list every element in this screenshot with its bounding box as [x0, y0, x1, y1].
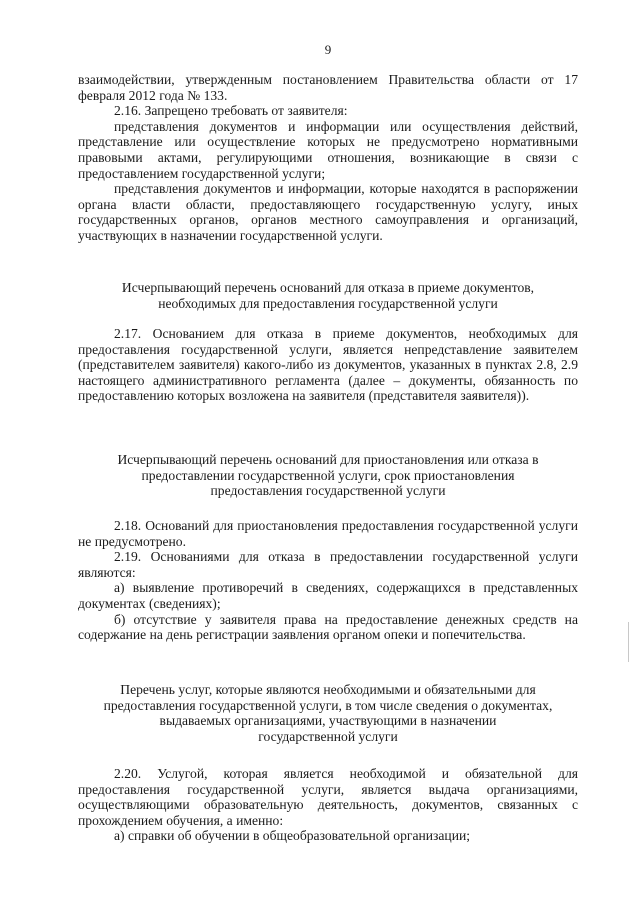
heading-line: Исчерпывающий перечень оснований для отказа в приеме документов, — [121, 280, 535, 295]
section-heading-required-services — [78, 682, 578, 744]
paragraph-block-2-18-2-19 — [78, 518, 578, 643]
paragraph-requirement-2: представления документов и информации, которые находятся в распоряжении органа власти области, предоставляющего государственную услугу, иных государственных органов, органов местного самоуправления и организаций, участвующих в назначении государственной услуги. — [78, 181, 578, 243]
paragraph-block-2-20 — [78, 766, 578, 844]
paragraph-block-2-16 — [78, 72, 578, 244]
heading-line: предоставления государственной услуги, в том числе сведения о документах, — [103, 697, 553, 713]
heading-line: выдаваемых организациями, участвующими в назначении — [159, 713, 497, 729]
paragraph-2-18: 2.18. Оснований для приостановления предоставления государственной услуги не предусмотрено. — [78, 518, 578, 549]
section-heading-refusal-documents — [78, 280, 578, 311]
page-number: 9 — [324, 42, 332, 57]
heading-line: необходимых для предоставления государственной услуги — [158, 295, 498, 311]
heading-line: Перечень услуг, которые являются необходимыми и обязательными для — [120, 682, 536, 697]
paragraph-block-2-17 — [78, 326, 578, 404]
paragraph-continuation: взаимодействии, утвержденным постановлением Правительства области от 17 февраля 2012 года № 133. — [78, 72, 578, 103]
heading-line: Исчерпывающий перечень оснований для приостановления или отказа в — [117, 452, 539, 467]
paragraph-2-19: 2.19. Основаниями для отказа в предоставлении государственной услуги являются: — [78, 549, 578, 580]
paragraph-2-20: 2.20. Услугой, которая является необходимой и обязательной для предоставления государственной услуги, является выдача организациями, осуществляющими образовательную деятельность, документов, связанных с прохождением обучения, а именно: — [78, 766, 578, 828]
paragraph-2-17: 2.17. Основанием для отказа в приеме документов, необходимых для предоставления государственной услуги, является непредставление заявителем (представителем заявителя) какого-либо из документов, указанных в пунктах 2.8, 2.9 настоящего административного регламента (далее – документы, обязанность по предоставлению которых возложена на заявителя (представителя заявителя)). — [78, 326, 578, 404]
heading-line: предоставления государственной услуги — [210, 483, 446, 499]
section-heading-suspension — [78, 452, 578, 499]
list-item-a: а) выявление противоречий в сведениях, содержащихся в представленных документах (сведениях); — [78, 580, 578, 611]
paragraph-2-16: 2.16. Запрещено требовать от заявителя: — [114, 103, 348, 119]
heading-line: предоставлении государственной услуги, срок приостановления — [141, 467, 515, 483]
margin-scan-mark — [628, 622, 629, 662]
heading-line: государственной услуги — [258, 728, 398, 744]
paragraph-requirement-1: представления документов и информации или осуществления действий, представление или осуществление которых не предусмотрено нормативными правовыми актами, регулирующими отношения, возникающие в связи с предоставлением государственной услуги; — [78, 118, 578, 181]
list-item-b: б) отсутствие у заявителя права на предоставление денежных средств на содержание на день регистрации заявления органом опеки и попечительства. — [78, 611, 578, 643]
list-item-a-certificate: а) справки об обучении в общеобразовательной организации; — [114, 828, 471, 844]
